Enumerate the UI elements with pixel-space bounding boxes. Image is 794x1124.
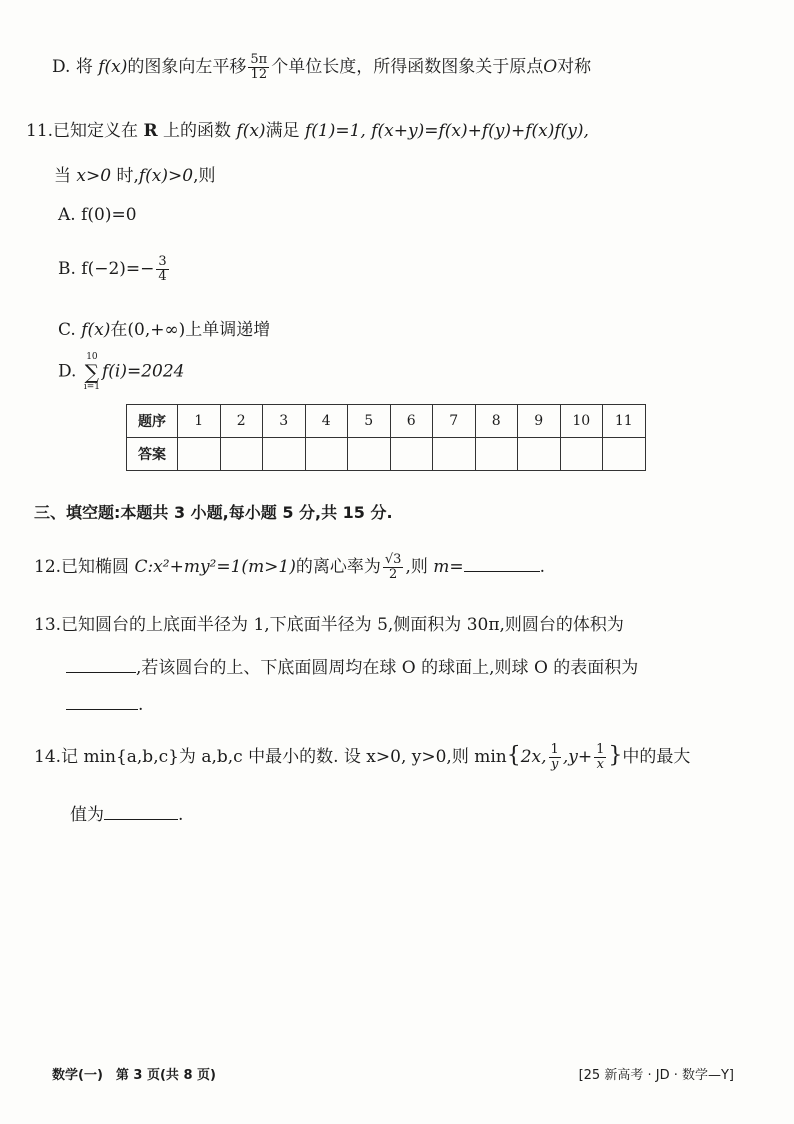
text: ,则: [193, 166, 216, 186]
text: 已知定义在: [53, 121, 139, 141]
q11-stem-line1: [26, 116, 589, 141]
text: 当: [54, 166, 71, 186]
text: 满足: [265, 121, 300, 141]
q11-option-c: [58, 315, 270, 340]
section-title-text: 三、填空题:本题共 3 小题,每小题 5 分,共 15 分.: [34, 503, 393, 522]
question-number: 11.: [26, 121, 54, 141]
q14-line1: [34, 742, 690, 772]
fraction: [248, 53, 269, 82]
table-cell: 8: [475, 405, 518, 438]
answer-cell[interactable]: [390, 438, 433, 471]
frac-den: 4: [158, 269, 167, 284]
option-label: D.: [58, 361, 77, 382]
answer-blank[interactable]: [464, 557, 540, 572]
frac-num: √3: [384, 552, 402, 567]
frac-den: 12: [250, 67, 268, 82]
brace: }: [608, 743, 623, 768]
q10-option-d: [52, 52, 591, 82]
answer-cell[interactable]: [560, 438, 603, 471]
frac-den: 2: [389, 567, 398, 582]
math-fx: f(x): [98, 57, 128, 77]
text: 中的最大: [622, 747, 691, 767]
section-3-title: [34, 500, 393, 523]
text: 个单位长度，所得函数图象关于原点: [271, 57, 544, 77]
frac-den: x: [596, 757, 604, 772]
text: 上的函数: [163, 121, 231, 141]
math-fx: f(x): [236, 121, 266, 141]
answer-cell[interactable]: [220, 438, 263, 471]
text: 将: [75, 57, 93, 77]
table-cell: 11: [603, 405, 646, 438]
table-cell: 7: [433, 405, 476, 438]
text: .: [539, 557, 546, 577]
q13-line2: [66, 653, 638, 678]
q11-option-b: [58, 255, 171, 284]
table-header: 题序: [127, 405, 178, 438]
answer-cell[interactable]: [603, 438, 646, 471]
answer-blank[interactable]: [104, 805, 178, 820]
q13-line3: [66, 695, 143, 715]
option-text: f(i)=2024: [102, 361, 185, 382]
option-label: D.: [52, 57, 71, 77]
math-equation: C:x²+my²=1(m>1): [134, 557, 296, 577]
answer-cell[interactable]: [518, 438, 561, 471]
frac-num: 1: [550, 742, 559, 757]
math-condition: x>0: [76, 166, 112, 186]
text: 已知椭圆: [61, 557, 130, 577]
frac-num: 5π: [250, 52, 268, 67]
answer-cell[interactable]: [263, 438, 306, 471]
math-term: ,y+: [562, 747, 593, 767]
brace: {: [506, 743, 521, 768]
answer-table: [126, 404, 646, 471]
answer-cell[interactable]: [348, 438, 391, 471]
text: .: [138, 695, 144, 715]
question-number: 12.: [34, 557, 62, 577]
fraction: [156, 255, 168, 284]
answer-table-row-answers: [127, 438, 646, 471]
fraction: [549, 743, 561, 772]
table-cell: 3: [263, 405, 306, 438]
text: 记 min{a,b,c}为 a,b,c 中最小的数. 设 x>0, y>0,则 min: [61, 747, 507, 767]
fraction: [594, 743, 606, 772]
text: 已知圆台的上底面半径为 1,下底面半径为 5,侧面积为 30π,则圆台的体积为: [61, 615, 624, 635]
option-text: 在(0,+∞)上单调递增: [110, 320, 271, 340]
frac-den: y: [551, 757, 559, 772]
answer-cell[interactable]: [178, 438, 221, 471]
q11-option-d: [58, 352, 185, 392]
answer-blank[interactable]: [66, 695, 138, 710]
text: 的离心率为: [295, 557, 381, 577]
q11-option-a: [58, 205, 137, 225]
footer-left: [52, 1064, 216, 1083]
text: ,则: [405, 557, 428, 577]
answer-blank[interactable]: [66, 658, 136, 673]
table-cell: 9: [518, 405, 561, 438]
answer-cell[interactable]: [475, 438, 518, 471]
text: 对称: [557, 57, 592, 77]
question-number: 14.: [34, 747, 62, 767]
exam-code: [25 新高考 · JD · 数学—Y]: [578, 1068, 734, 1083]
math-m: m=: [433, 557, 464, 577]
option-text: B. f(−2)=−: [58, 259, 155, 279]
table-cell: 6: [390, 405, 433, 438]
answer-cell[interactable]: [305, 438, 348, 471]
table-cell: 1: [178, 405, 221, 438]
option-label: C.: [58, 320, 76, 340]
math-o: O: [543, 57, 558, 77]
math-fx: f(x): [81, 320, 111, 340]
text: ,若该圆台的上、下底面圆周均在球 O 的球面上,则球 O 的表面积为: [136, 658, 639, 678]
fraction: [383, 553, 404, 582]
frac-num: 1: [596, 742, 605, 757]
footer-right: [579, 1064, 734, 1083]
math-R: R: [143, 121, 158, 141]
table-cell: 2: [220, 405, 263, 438]
table-cell: 5: [348, 405, 391, 438]
q14-line2: [70, 800, 183, 825]
page-info: 数学(一) 第 3 页(共 8 页): [52, 1068, 216, 1083]
text: 值为: [70, 805, 104, 825]
q12: [34, 552, 545, 582]
table-cell: 10: [560, 405, 603, 438]
math-condition: f(x)>0: [138, 166, 194, 186]
q13-line1: [34, 610, 624, 635]
option-text: A. f(0)=0: [58, 205, 137, 225]
q11-stem-line2: [54, 161, 216, 186]
math-term: 2x,: [520, 747, 547, 767]
text: 时,: [116, 166, 139, 186]
answer-cell[interactable]: [433, 438, 476, 471]
text: 的图象向左平移: [127, 57, 247, 77]
math-equation: f(1)=1, f(x+y)=f(x)+f(y)+f(x)f(y),: [304, 121, 589, 141]
text: .: [178, 805, 184, 825]
table-header: 答案: [127, 438, 178, 471]
frac-num: 3: [158, 254, 167, 269]
answer-table-row-numbers: [127, 405, 646, 438]
question-number: 13.: [34, 615, 62, 635]
sum-symbol: ∑: [84, 360, 100, 384]
table-cell: 4: [305, 405, 348, 438]
sum-lower: i=1: [83, 382, 100, 392]
summation: [84, 352, 100, 392]
sum-upper: 10: [86, 352, 98, 362]
